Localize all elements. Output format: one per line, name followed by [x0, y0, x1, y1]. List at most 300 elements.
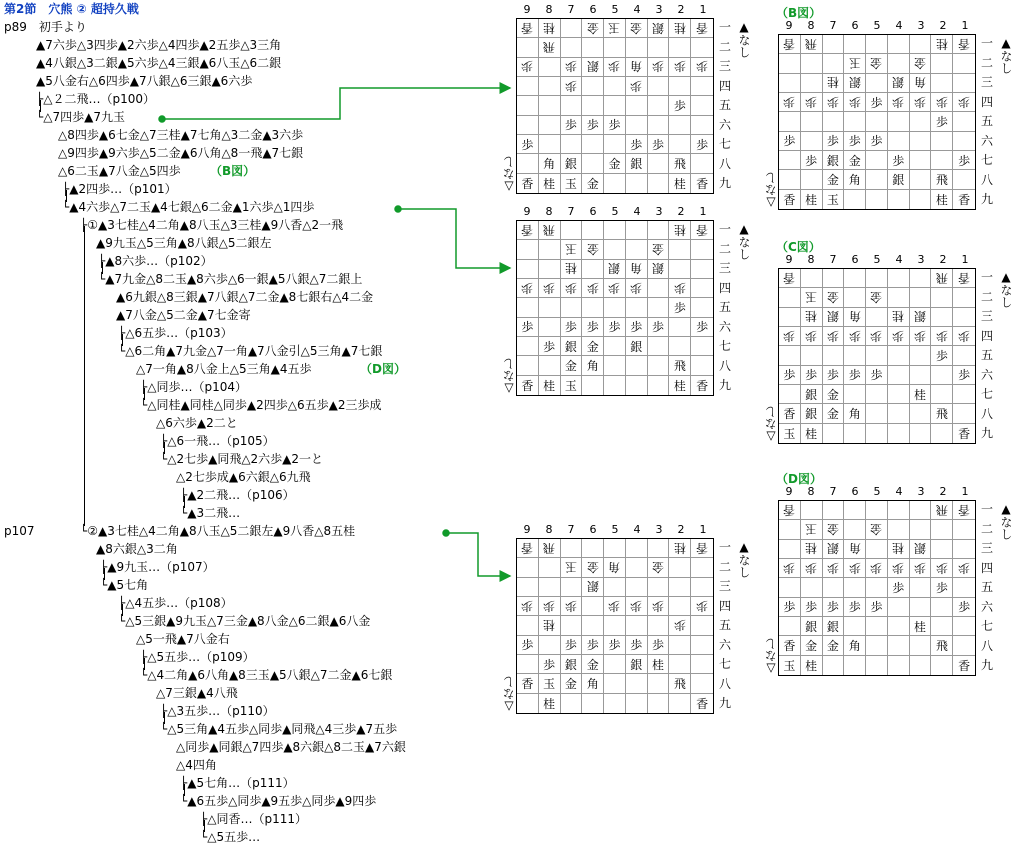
board-square — [931, 74, 953, 93]
board-square — [604, 19, 626, 38]
board-square — [953, 288, 975, 307]
board-square — [517, 221, 539, 240]
gote-piece: 桂 — [805, 309, 818, 324]
board-square — [844, 346, 866, 365]
board-square — [626, 694, 648, 713]
board-square — [910, 501, 932, 520]
sente-piece: 香 — [783, 638, 796, 653]
gote-piece: 銀 — [652, 261, 665, 276]
board-square — [888, 74, 910, 93]
file-label: 2 — [939, 19, 947, 32]
board-square — [779, 74, 801, 93]
file-label: 4 — [895, 485, 903, 498]
move-line: └△7四歩▲7九玉 — [36, 110, 125, 124]
board-square — [823, 385, 845, 404]
rank-label: 三 — [980, 309, 993, 323]
file-label: 6 — [851, 485, 859, 498]
board-square — [582, 38, 604, 57]
board-square — [561, 240, 583, 259]
file-label: 6 — [589, 523, 597, 536]
gote-piece: 銀 — [892, 75, 905, 90]
gote-piece: 桂 — [935, 36, 948, 51]
board-square — [648, 655, 670, 674]
board-square — [669, 96, 691, 115]
gote-piece: 歩 — [521, 59, 534, 74]
gote-piece: 歩 — [892, 560, 905, 575]
gote-piece: 歩 — [696, 59, 709, 74]
board-square — [931, 424, 953, 443]
board-square — [517, 260, 539, 279]
board-square — [669, 558, 691, 577]
move-line: └▲4六歩△7二玉▲4七銀△6二金▲1六歩△1四歩 — [62, 200, 315, 214]
rank-label: 四 — [980, 328, 993, 343]
board-square — [669, 578, 691, 597]
gote-piece: 銀 — [826, 541, 839, 556]
board-square — [604, 38, 626, 57]
board-square — [539, 376, 561, 395]
board-square — [779, 170, 801, 189]
move-line: △9四歩▲9六歩△5二金▲6八角△8一飛▲7七銀 — [58, 146, 304, 160]
board-square — [517, 337, 539, 356]
board-square — [648, 221, 670, 240]
board-d — [764, 485, 1013, 676]
gote-piece: 角 — [630, 261, 643, 276]
board-square — [561, 58, 583, 77]
rank-label: 八 — [980, 638, 993, 653]
board-square — [539, 279, 561, 298]
board-square — [561, 116, 583, 135]
board-square — [888, 112, 910, 131]
sente-piece: 銀 — [564, 156, 577, 171]
board-square — [823, 366, 845, 385]
sente-piece: 金 — [586, 339, 599, 354]
board-grid — [778, 268, 976, 444]
gote-piece: 金 — [870, 521, 883, 536]
board-c-label: （C図） — [776, 240, 821, 254]
board-square — [517, 58, 539, 77]
board-square — [801, 598, 823, 617]
board-square — [582, 578, 604, 597]
rank-label: 五 — [718, 618, 731, 632]
file-label: 1 — [699, 205, 707, 218]
board-square — [669, 655, 691, 674]
gote-piece: 桂 — [826, 75, 839, 90]
board-square — [953, 366, 975, 385]
gote-piece: 歩 — [914, 94, 927, 109]
gote-piece: 香 — [521, 222, 534, 237]
file-labels — [516, 3, 714, 16]
gote-hand: △なし — [764, 172, 778, 210]
board-square — [844, 269, 866, 288]
board-square — [866, 366, 888, 385]
board-square — [866, 170, 888, 189]
board-square — [801, 366, 823, 385]
gote-piece: 歩 — [826, 328, 839, 343]
board-square — [539, 694, 561, 713]
gote-piece: 玉 — [564, 241, 577, 256]
sente-piece: 歩 — [958, 368, 971, 383]
sente-piece: 歩 — [673, 300, 686, 315]
board-square — [910, 74, 932, 93]
board-square — [823, 598, 845, 617]
rank-label: 一 — [980, 502, 993, 516]
rank-label: 四 — [980, 560, 993, 575]
board-square — [801, 501, 823, 520]
board-square — [539, 655, 561, 674]
board-square — [801, 520, 823, 539]
gote-piece: 歩 — [826, 560, 839, 575]
board-square — [691, 655, 713, 674]
rank-label: 三 — [980, 75, 993, 89]
rank-label: 八 — [718, 358, 731, 373]
gote-piece: 金 — [870, 55, 883, 70]
board-square — [582, 77, 604, 96]
file-label: 8 — [545, 205, 553, 218]
rank-label: 一 — [980, 36, 993, 50]
move-line: △6六歩▲2二と — [156, 416, 238, 430]
sente-piece: 歩 — [521, 137, 534, 152]
board-square — [931, 151, 953, 170]
board-square — [866, 269, 888, 288]
board-square — [866, 559, 888, 578]
board-square — [953, 598, 975, 617]
gote-hand: △なし — [764, 406, 778, 444]
board-square — [844, 112, 866, 131]
rank-label: 三 — [718, 59, 731, 73]
board-square — [561, 135, 583, 154]
board-square — [888, 93, 910, 112]
board-square — [561, 154, 583, 173]
move-line: △同歩▲同銀△7四歩▲8六銀△8二玉▲7六銀 — [176, 740, 406, 754]
gote-piece: 銀 — [586, 59, 599, 74]
sente-piece: 飛 — [673, 676, 686, 691]
board-square — [539, 96, 561, 115]
board-square — [539, 674, 561, 693]
page-title: 第2節 穴熊 ② 超持久戦 — [4, 2, 139, 16]
board-square — [953, 385, 975, 404]
sente-piece: 歩 — [608, 638, 621, 653]
board-square — [888, 598, 910, 617]
sente-piece: 歩 — [958, 600, 971, 615]
board-square — [648, 38, 670, 57]
gote-piece: 金 — [870, 289, 883, 304]
board-square — [626, 154, 648, 173]
board-square — [888, 366, 910, 385]
board-square — [561, 221, 583, 240]
board-square — [648, 174, 670, 193]
board-square — [604, 539, 626, 558]
rank-labels — [980, 500, 994, 676]
gote-piece: 香 — [783, 36, 796, 51]
board-square — [582, 240, 604, 259]
board-square — [888, 385, 910, 404]
board-square — [779, 424, 801, 443]
gote-piece: 歩 — [892, 94, 905, 109]
move-line: ▲9九玉△5三角▲8八銀△5二銀左 — [96, 236, 272, 250]
rank-label: 一 — [980, 270, 993, 284]
gote-piece: 銀 — [826, 309, 839, 324]
board-square — [626, 578, 648, 597]
board-square — [669, 174, 691, 193]
move-line: ├△２二飛…（p100） — [36, 92, 155, 106]
gote-piece: 香 — [696, 222, 709, 237]
board-square — [669, 154, 691, 173]
sente-piece: 金 — [848, 153, 861, 168]
sente-hand: ▲なし — [999, 502, 1013, 540]
gote-piece: 歩 — [630, 280, 643, 295]
board-square — [844, 617, 866, 636]
board-square — [866, 656, 888, 675]
board-square — [823, 54, 845, 73]
board-square — [910, 346, 932, 365]
sente-piece: 歩 — [564, 638, 577, 653]
board-square — [517, 135, 539, 154]
sente-piece: 香 — [783, 192, 796, 207]
board-square — [539, 636, 561, 655]
gote-piece: 歩 — [630, 78, 643, 93]
board-square — [691, 694, 713, 713]
move-line: ├▲8六歩…（p102） — [98, 254, 213, 268]
sente-piece: 玉 — [564, 378, 577, 393]
board-square — [691, 539, 713, 558]
rank-label: 九 — [718, 176, 731, 190]
sente-piece: 角 — [848, 172, 861, 187]
board-square — [866, 540, 888, 559]
rank-labels — [980, 34, 994, 210]
sente-piece: 歩 — [935, 114, 948, 129]
gote-piece: 香 — [783, 502, 796, 517]
move-line: └△同桂▲同桂△同歩▲2四歩△6五歩▲2三歩成 — [140, 398, 382, 412]
board-square — [866, 598, 888, 617]
sente-piece: 飛 — [673, 358, 686, 373]
board-square — [866, 404, 888, 423]
board-square — [910, 424, 932, 443]
sente-piece: 角 — [543, 156, 556, 171]
file-label: 5 — [873, 253, 881, 266]
board-square — [844, 636, 866, 655]
board-square — [910, 578, 932, 597]
board-square — [648, 578, 670, 597]
file-label: 6 — [851, 19, 859, 32]
board-square — [779, 656, 801, 675]
sente-hand: ▲なし — [737, 20, 751, 58]
sente-hand: ▲なし — [999, 270, 1013, 308]
gote-hand: △なし — [502, 358, 516, 396]
file-label: 2 — [939, 485, 947, 498]
board-square — [888, 288, 910, 307]
board-square — [539, 318, 561, 337]
board-square — [910, 327, 932, 346]
rank-label: 五 — [980, 348, 993, 362]
file-label: 2 — [939, 253, 947, 266]
board-square — [888, 501, 910, 520]
sente-piece: 歩 — [935, 580, 948, 595]
gote-piece: 歩 — [848, 560, 861, 575]
board-square — [582, 674, 604, 693]
board-square — [669, 298, 691, 317]
gote-piece: 歩 — [935, 94, 948, 109]
move-line: └▲5七角 — [100, 578, 149, 592]
board-square — [604, 636, 626, 655]
file-label: 9 — [523, 205, 531, 218]
sente-piece: 歩 — [608, 118, 621, 133]
board-square — [844, 93, 866, 112]
board-square — [823, 404, 845, 423]
board-square — [779, 404, 801, 423]
board-square — [844, 578, 866, 597]
board-square — [888, 578, 910, 597]
rank-label: 五 — [980, 580, 993, 594]
board-square — [779, 190, 801, 209]
board-square — [866, 288, 888, 307]
sente-piece: 桂 — [543, 378, 556, 393]
board-square — [801, 132, 823, 151]
board-square — [626, 616, 648, 635]
board-square — [561, 616, 583, 635]
board-square — [539, 116, 561, 135]
board-square — [669, 260, 691, 279]
sente-piece: 金 — [586, 657, 599, 672]
file-label: 2 — [677, 3, 685, 16]
board-grid — [778, 34, 976, 210]
board-square — [888, 656, 910, 675]
board-square — [888, 35, 910, 54]
file-label: 2 — [677, 523, 685, 536]
board-square — [844, 170, 866, 189]
board-square — [691, 260, 713, 279]
board-square — [604, 279, 626, 298]
board-square — [866, 636, 888, 655]
sente-piece: 桂 — [805, 192, 818, 207]
rank-label: 八 — [980, 172, 993, 187]
gote-piece: 香 — [521, 540, 534, 555]
board-square — [910, 112, 932, 131]
board-square — [910, 656, 932, 675]
move-line: ├▲5七角…（p111） — [180, 776, 295, 790]
sente-piece: 銀 — [805, 406, 818, 421]
file-label: 4 — [895, 19, 903, 32]
board-square — [561, 19, 583, 38]
rank-label: 六 — [980, 133, 993, 148]
board-square — [561, 298, 583, 317]
board-square — [604, 356, 626, 375]
board-square — [539, 539, 561, 558]
board-square — [866, 520, 888, 539]
sente-piece: 銀 — [892, 172, 905, 187]
board-square — [931, 132, 953, 151]
board-square — [669, 116, 691, 135]
sente-piece: 歩 — [696, 320, 709, 335]
arrow-to-board-1 — [162, 88, 510, 119]
board-square — [910, 520, 932, 539]
board-square — [866, 327, 888, 346]
gote-piece: 歩 — [608, 59, 621, 74]
gote-piece: 香 — [958, 270, 971, 285]
board-square — [823, 656, 845, 675]
board-square — [648, 260, 670, 279]
sente-piece: 玉 — [783, 426, 796, 441]
board-square — [823, 170, 845, 189]
diagram-reference: （D図） — [360, 362, 406, 376]
board-1 — [502, 3, 751, 194]
board-square — [866, 385, 888, 404]
board-square — [953, 112, 975, 131]
board-square — [517, 116, 539, 135]
board-square — [539, 58, 561, 77]
board-square — [539, 38, 561, 57]
sente-piece: 玉 — [543, 676, 556, 691]
move-line: ▲8六銀△3二角 — [96, 542, 178, 556]
board-square — [779, 540, 801, 559]
file-label: 3 — [917, 253, 925, 266]
gote-hand: △なし — [502, 156, 516, 194]
board-square — [866, 151, 888, 170]
board-square — [669, 636, 691, 655]
move-line: ├△3五歩…（p110） — [160, 704, 275, 718]
rank-label: 七 — [980, 619, 993, 633]
file-label: 3 — [655, 3, 663, 16]
rank-label: 七 — [980, 153, 993, 167]
sente-piece: 桂 — [805, 426, 818, 441]
file-label: 7 — [829, 485, 837, 498]
board-square — [691, 58, 713, 77]
board-square — [953, 74, 975, 93]
board-square — [691, 578, 713, 597]
board-square — [669, 240, 691, 259]
board-square — [517, 77, 539, 96]
board-square — [626, 337, 648, 356]
board-square — [866, 578, 888, 597]
file-label: 8 — [807, 19, 815, 32]
gote-piece: 銀 — [914, 309, 927, 324]
gote-piece: 歩 — [586, 280, 599, 295]
sente-piece: 銀 — [630, 657, 643, 672]
board-square — [931, 54, 953, 73]
board-square — [517, 240, 539, 259]
gote-piece: 金 — [586, 20, 599, 35]
move-line: └▲6五歩△同歩▲9五歩△同歩▲9四歩 — [180, 794, 377, 808]
move-line: △8四歩▲6七金△7三桂▲7七角△3二金▲3六歩 — [58, 128, 304, 142]
board-square — [844, 404, 866, 423]
board-square — [539, 135, 561, 154]
sente-piece: 歩 — [564, 320, 577, 335]
board-square — [582, 260, 604, 279]
board-square — [866, 54, 888, 73]
board-square — [669, 279, 691, 298]
board-square — [648, 376, 670, 395]
board-3 — [502, 523, 751, 714]
board-square — [931, 656, 953, 675]
board-square — [604, 694, 626, 713]
board-square — [866, 132, 888, 151]
sente-piece: 香 — [696, 176, 709, 191]
board-square — [866, 93, 888, 112]
gote-piece: 角 — [848, 309, 861, 324]
gote-piece: 歩 — [673, 280, 686, 295]
gote-piece: 桂 — [892, 309, 905, 324]
board-square — [626, 58, 648, 77]
board-square — [888, 151, 910, 170]
board-square — [539, 240, 561, 259]
board-square — [823, 288, 845, 307]
board-square — [604, 260, 626, 279]
board-square — [561, 318, 583, 337]
board-square — [801, 35, 823, 54]
board-square — [931, 540, 953, 559]
board-square — [626, 260, 648, 279]
board-square — [779, 35, 801, 54]
board-square — [517, 96, 539, 115]
